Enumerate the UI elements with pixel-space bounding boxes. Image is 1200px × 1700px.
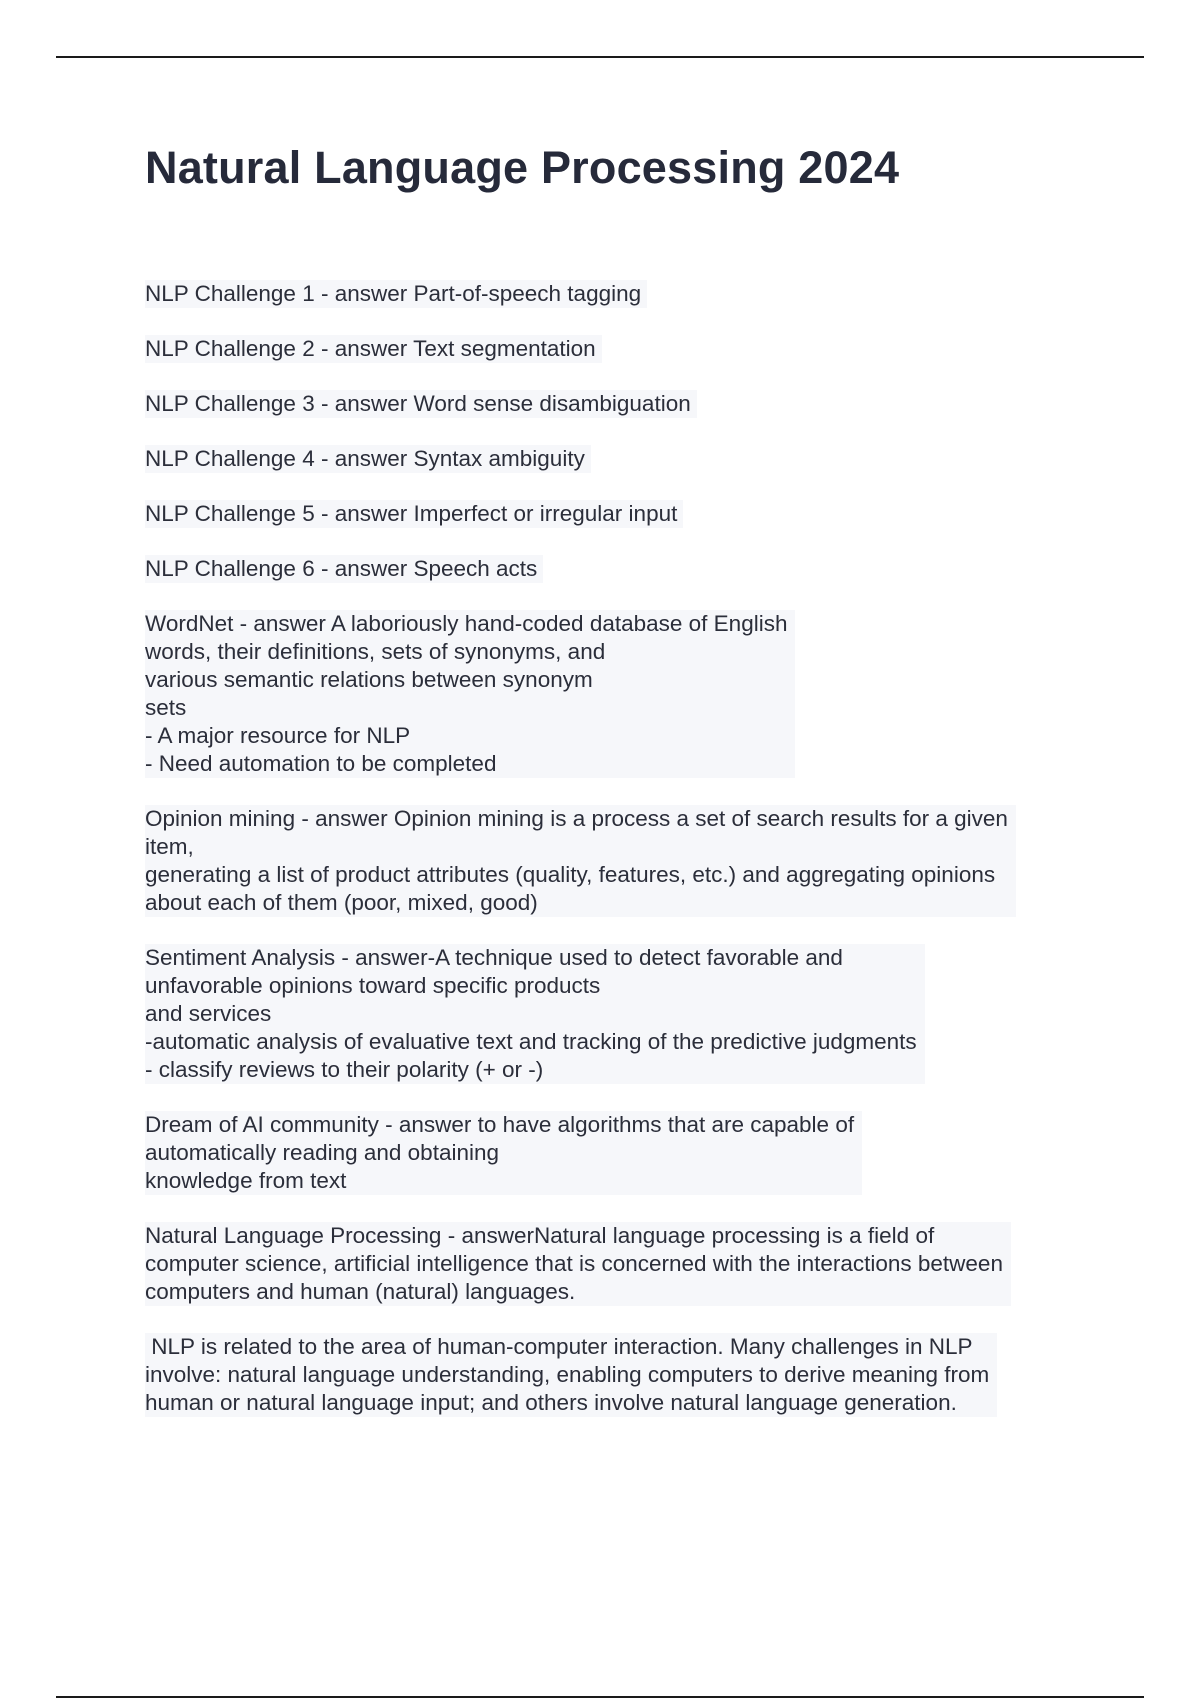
entry-line: about each of them (poor, mixed, good) bbox=[145, 890, 538, 915]
entry-text: NLP Challenge 6 - answer Speech acts bbox=[145, 555, 543, 583]
entry-dream-ai bbox=[145, 1111, 1085, 1195]
entry-challenge-6 bbox=[145, 555, 1085, 583]
entry-nlp-related bbox=[145, 1333, 1085, 1417]
entry-line: involve: natural language understanding, enabling computers to derive meaning from bbox=[145, 1362, 990, 1387]
entry-line: knowledge from text bbox=[145, 1168, 347, 1193]
entry-line: various semantic relations between synonym bbox=[145, 667, 593, 692]
entry-line: computers and human (natural) languages. bbox=[145, 1279, 576, 1304]
entry-block bbox=[145, 1333, 997, 1417]
entry-line: Dream of AI community - answer to have algorithms that are capable of bbox=[145, 1112, 855, 1137]
entry-challenge-5 bbox=[145, 500, 1085, 528]
top-divider bbox=[56, 56, 1144, 58]
entry-line: sets bbox=[145, 695, 187, 720]
entry-challenge-3 bbox=[145, 390, 1085, 418]
entry-text: NLP Challenge 2 - answer Text segmentation bbox=[145, 335, 602, 363]
entry-block bbox=[145, 1111, 862, 1195]
entry-wordnet bbox=[145, 610, 1085, 778]
entry-line: words, their definitions, sets of synonyms, and bbox=[145, 639, 606, 664]
entry-line: Natural Language Processing - answerNatural language processing is a field of bbox=[145, 1223, 935, 1248]
entry-line: and services bbox=[145, 1001, 272, 1026]
entry-line: generating a list of product attributes (quality, features, etc.) and aggregating opinions bbox=[145, 862, 996, 887]
entry-block bbox=[145, 1222, 1011, 1306]
entry-text: NLP Challenge 3 - answer Word sense disambiguation bbox=[145, 390, 697, 418]
entry-line: NLP is related to the area of human-computer interaction. Many challenges in NLP bbox=[145, 1334, 973, 1359]
document-body bbox=[145, 280, 1085, 1444]
entry-sentiment-analysis bbox=[145, 944, 1085, 1084]
entry-line: Sentiment Analysis - answer-A technique used to detect favorable and bbox=[145, 945, 843, 970]
entry-nlp-definition bbox=[145, 1222, 1085, 1306]
entry-text: NLP Challenge 5 - answer Imperfect or irregular input bbox=[145, 500, 683, 528]
entry-line: WordNet - answer A laboriously hand-coded database of English bbox=[145, 611, 788, 636]
entry-challenge-2 bbox=[145, 335, 1085, 363]
entry-challenge-4 bbox=[145, 445, 1085, 473]
entry-challenge-1 bbox=[145, 280, 1085, 308]
entry-line: -automatic analysis of evaluative text and tracking of the predictive judgments bbox=[145, 1029, 917, 1054]
entry-line: item, bbox=[145, 834, 194, 859]
entry-opinion-mining bbox=[145, 805, 1085, 917]
entry-line: computer science, artificial intelligence that is concerned with the interactions between bbox=[145, 1251, 1003, 1276]
entry-block bbox=[145, 944, 925, 1084]
entry-line: human or natural language input; and others involve natural language generation. bbox=[145, 1390, 957, 1415]
entry-text: NLP Challenge 4 - answer Syntax ambiguity bbox=[145, 445, 591, 473]
entry-block bbox=[145, 610, 795, 778]
bottom-divider bbox=[56, 1696, 1144, 1698]
entry-line: unfavorable opinions toward specific products bbox=[145, 973, 601, 998]
entry-line: Opinion mining - answer Opinion mining is a process a set of search results for a given bbox=[145, 806, 1008, 831]
entry-line: - Need automation to be completed bbox=[145, 751, 497, 776]
entry-text: NLP Challenge 1 - answer Part-of-speech tagging bbox=[145, 280, 647, 308]
entry-line: - A major resource for NLP bbox=[145, 723, 411, 748]
page-title: Natural Language Processing 2024 bbox=[145, 142, 900, 193]
entry-block bbox=[145, 805, 1016, 917]
entry-line: - classify reviews to their polarity (+ or -) bbox=[145, 1057, 544, 1082]
entry-line: automatically reading and obtaining bbox=[145, 1140, 499, 1165]
